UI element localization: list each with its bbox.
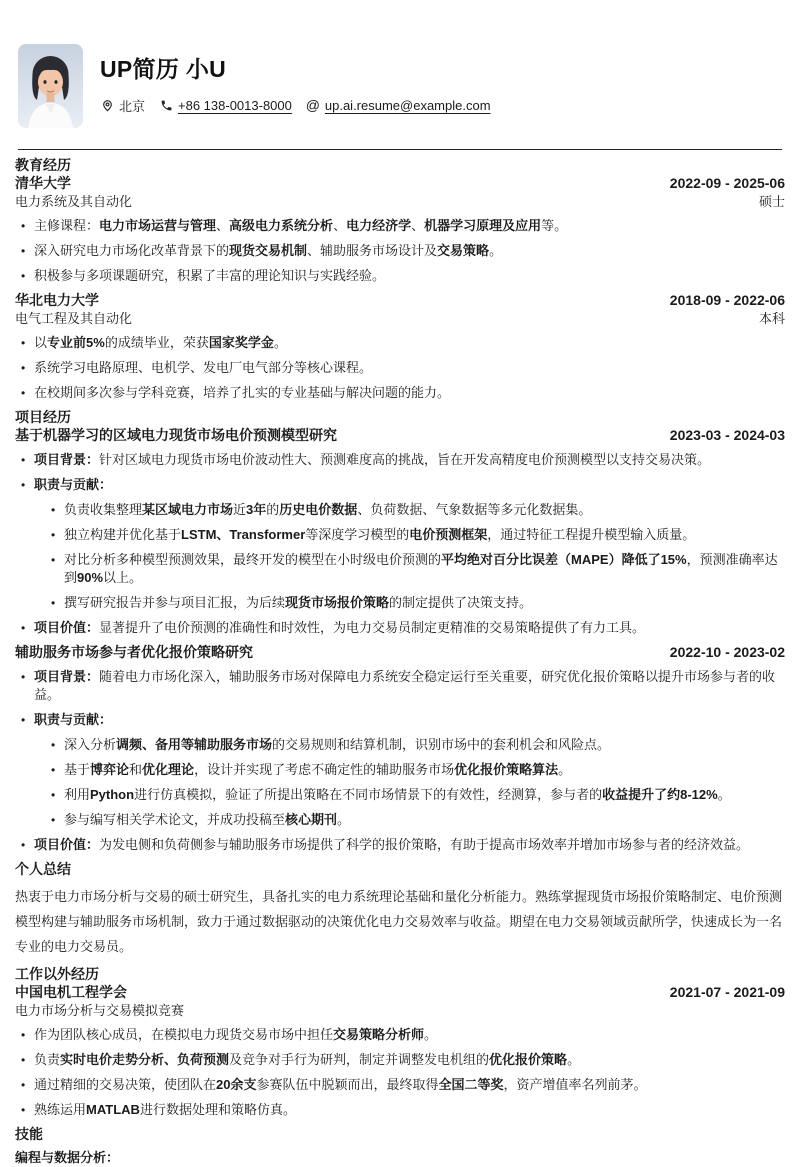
bullet-marker-icon: • <box>21 1028 26 1042</box>
text-segment: 平均绝对百分比误差（MAPE）降低了15% <box>441 552 687 567</box>
text-segment: 的成绩毕业，荣获 <box>104 335 209 350</box>
bullet-text <box>64 551 785 587</box>
bullet-text <box>34 217 785 235</box>
entry <box>15 292 785 402</box>
bullet-marker-icon: • <box>21 269 26 283</box>
text-segment: 撰写研究报告并参与项目汇报，为后续 <box>64 595 286 610</box>
entry-subtitle-row <box>15 193 785 210</box>
bullet-item <box>15 594 785 612</box>
entry-heading: 华北电力大学 <box>15 292 99 308</box>
text-segment: 项目价值： <box>34 620 100 635</box>
bullet-item <box>15 501 785 519</box>
text-segment: 近 <box>233 502 247 517</box>
text-segment: 作为团队核心成员，在模拟电力现货交易市场中担任 <box>34 1027 334 1042</box>
bullet-text <box>34 1101 785 1119</box>
bullet-marker-icon: • <box>21 838 26 852</box>
text-segment: 调频、备用等辅助服务市场 <box>116 737 273 752</box>
entry-heading: 基于机器学习的区域电力现货市场电价预测模型研究 <box>15 427 337 443</box>
email-item <box>306 98 491 113</box>
text-segment: 以上。 <box>103 570 143 585</box>
text-segment: 基于 <box>64 762 91 777</box>
text-segment: 等。 <box>541 218 568 233</box>
text-segment: 职责与贡献： <box>34 477 113 492</box>
bullet-text <box>34 334 785 352</box>
text-segment: 职责与贡献： <box>34 712 113 727</box>
entry-header-row <box>15 644 785 661</box>
text-segment: Python <box>90 787 135 802</box>
text-segment: 、 <box>216 218 230 233</box>
text-segment: 。 <box>337 812 351 827</box>
text-segment: 专业前5% <box>47 335 105 350</box>
text-segment: ，资产增值率名列前茅。 <box>503 1077 647 1092</box>
bullet-item <box>15 761 785 779</box>
text-segment: 电价预测框架 <box>409 527 488 542</box>
bullet-marker-icon: • <box>51 553 56 567</box>
bullet-item <box>15 711 785 729</box>
bullet-text <box>34 451 785 469</box>
bullet-marker-icon: • <box>21 219 26 233</box>
entry-date: 2022-09 - 2025-06 <box>669 175 785 191</box>
text-segment: 交易策略分析师 <box>333 1027 425 1042</box>
entry-header-row <box>15 427 785 444</box>
bullet-marker-icon: • <box>51 788 56 802</box>
section-title: 工作以外经历 <box>15 966 99 982</box>
bullet-item <box>15 1051 785 1069</box>
bullet-marker-icon: • <box>21 713 26 727</box>
text-segment: 在校期间多次参与学科竞赛，培养了扎实的专业基础与解决问题的能力。 <box>34 385 451 400</box>
at-sign-icon: @ <box>305 97 320 114</box>
text-segment: 。 <box>717 787 731 802</box>
text-segment: 90% <box>77 570 104 585</box>
bullet-item <box>15 384 785 402</box>
text-segment: 优化报价策略 <box>489 1052 568 1067</box>
entry-subtitle: 电气工程及其自动化 <box>15 311 133 326</box>
entry <box>15 984 785 1119</box>
entry-degree: 硕士 <box>758 194 785 209</box>
entry <box>15 427 785 637</box>
text-segment: 高级电力系统分析 <box>229 218 334 233</box>
bullet-item <box>15 619 785 637</box>
text-segment: 现货交易机制 <box>229 243 308 258</box>
bullet-text <box>34 1076 785 1094</box>
bullet-list <box>15 451 785 637</box>
bullet-item <box>15 1026 785 1044</box>
bullet-marker-icon: • <box>51 813 56 827</box>
entry-subtitle: 电力系统及其自动化 <box>15 194 133 209</box>
text-segment: 历史电价数据 <box>279 502 358 517</box>
bullet-item <box>15 668 785 704</box>
bullet-item <box>15 836 785 854</box>
text-segment: 深入研究电力市场化改革背景下的 <box>34 243 230 258</box>
entry-header-row <box>15 984 785 1001</box>
phone-link[interactable]: +86 138-0013-8000 <box>178 97 292 113</box>
text-segment: 项目价值： <box>34 837 100 852</box>
bullet-list <box>15 217 785 285</box>
bullet-text <box>34 359 785 377</box>
bullet-item <box>15 736 785 754</box>
section-title: 个人总结 <box>15 861 71 877</box>
section-extracurricular <box>15 966 785 1119</box>
resume-body <box>15 157 785 1167</box>
bullet-marker-icon: • <box>21 621 26 635</box>
location-text: 北京 <box>119 98 146 114</box>
bullet-item <box>15 267 785 285</box>
section-projects <box>15 409 785 854</box>
bullet-marker-icon: • <box>21 1078 26 1092</box>
section-summary <box>15 861 785 959</box>
text-segment: 核心期刊 <box>285 812 338 827</box>
location-pin-icon <box>100 98 114 112</box>
text-segment: 对比分析多种模型预测效果，最终开发的模型在小时级电价预测的 <box>64 552 442 567</box>
bullet-marker-icon: • <box>21 1053 26 1067</box>
text-segment: 等深度学习模型的 <box>305 527 410 542</box>
profile-photo <box>18 44 83 128</box>
section-title: 技能 <box>15 1126 43 1142</box>
bullet-text <box>34 836 785 854</box>
text-segment: 深入分析 <box>64 737 117 752</box>
resume-header <box>15 0 785 128</box>
bullet-item <box>15 1101 785 1119</box>
text-segment: 项目背景： <box>34 452 100 467</box>
text-segment: 利用 <box>64 787 91 802</box>
bullet-marker-icon: • <box>21 1103 26 1117</box>
entry <box>15 644 785 854</box>
bullet-marker-icon: • <box>21 244 26 258</box>
bullet-marker-icon: • <box>21 453 26 467</box>
text-segment: 负责收集整理 <box>64 502 143 517</box>
text-segment: 3年 <box>246 502 267 517</box>
bullet-marker-icon: • <box>51 763 56 777</box>
bullet-text <box>64 736 785 754</box>
text-segment: ，通过特征工程提升模型输入质量。 <box>487 527 696 542</box>
bullet-item <box>15 451 785 469</box>
text-segment: 交易策略 <box>437 243 490 258</box>
text-segment: 电力经济学 <box>346 218 412 233</box>
bullet-text <box>64 501 785 519</box>
entry-degree: 本科 <box>758 311 785 326</box>
text-segment: 系统学习电路原理、电机学、发电厂电气部分等核心课程。 <box>34 360 373 375</box>
entry-subtitle-row <box>15 310 785 327</box>
location-item <box>100 96 145 115</box>
text-segment: 参赛队伍中脱颖而出，最终取得 <box>256 1077 439 1092</box>
text-segment: 熟练运用 <box>34 1102 87 1117</box>
entry-heading: 中国电机工程学会 <box>15 984 127 1000</box>
text-segment: 、 <box>333 218 347 233</box>
contact-row <box>100 96 491 115</box>
bullet-text <box>34 668 785 704</box>
bullet-text <box>34 1026 785 1044</box>
text-segment: 机器学习原理及应用 <box>424 218 542 233</box>
text-segment: 现货市场报价策略 <box>285 595 390 610</box>
text-segment: 主修课程： <box>34 218 100 233</box>
bullet-marker-icon: • <box>21 478 26 492</box>
text-segment: 负责 <box>34 1052 61 1067</box>
bullet-item <box>15 476 785 494</box>
bullet-item <box>15 359 785 377</box>
text-segment: 针对区域电力现货市场电价波动性大、预测难度高的挑战，旨在开发高精度电价预测模型以支持交易决策。 <box>99 452 711 467</box>
section-education <box>15 157 785 402</box>
text-segment: 参与编写相关学术论文，并成功投稿至 <box>64 812 286 827</box>
entry-heading: 辅助服务市场参与者优化报价策略研究 <box>15 644 253 660</box>
entry-date: 2021-07 - 2021-09 <box>669 984 785 1000</box>
text-segment: 独立构建并优化基于 <box>64 527 182 542</box>
bullet-item <box>15 1076 785 1094</box>
text-segment: 优化报价策略算法 <box>454 762 559 777</box>
bullet-text <box>34 711 785 729</box>
bullet-marker-icon: • <box>51 596 56 610</box>
bullet-item <box>15 811 785 829</box>
entry-subtitle: 电力市场分析与交易模拟竞赛 <box>15 1003 185 1018</box>
text-segment: 某区域电力市场 <box>142 502 234 517</box>
bullet-list <box>15 334 785 402</box>
text-segment: 。 <box>567 1052 581 1067</box>
bullet-text <box>64 761 785 779</box>
bullet-text <box>64 594 785 612</box>
text-segment: 以 <box>34 335 48 350</box>
bullet-item <box>15 551 785 587</box>
phone-item <box>159 98 292 113</box>
email-link[interactable]: up.ai.resume@example.com <box>324 97 491 113</box>
header-meta <box>100 57 491 114</box>
entry-header-row <box>15 175 785 192</box>
text-segment: 。 <box>273 335 287 350</box>
text-segment: 电力市场运营与管理 <box>99 218 217 233</box>
bullet-item <box>15 334 785 352</box>
text-segment: 、辅助服务市场设计及 <box>307 243 438 258</box>
bullet-text <box>64 811 785 829</box>
text-segment: 编程与数据分析： <box>15 1150 120 1165</box>
bullet-text <box>34 267 785 285</box>
entry-heading: 清华大学 <box>15 175 71 191</box>
text-segment: 项目背景： <box>34 669 100 684</box>
text-segment: 的交易规则和结算机制，识别市场中的套利机会和风险点。 <box>272 737 611 752</box>
bullet-marker-icon: • <box>21 336 26 350</box>
text-segment: 收益提升了约8-12% <box>602 787 718 802</box>
text-segment: 优化理论 <box>142 762 195 777</box>
bullet-marker-icon: • <box>21 670 26 684</box>
text-segment: 显著提升了电价预测的准确性和时效性，为电力交易员制定更精准的交易策略提供了有力工具。 <box>99 620 646 635</box>
bullet-marker-icon: • <box>21 386 26 400</box>
text-segment: 全国二等奖 <box>438 1077 504 1092</box>
bullet-text <box>64 526 785 544</box>
bullet-text <box>34 384 785 402</box>
bullet-text <box>34 1051 785 1069</box>
text-segment: 及竞争对手行为研判，制定并调整发电机组的 <box>229 1052 490 1067</box>
section-skills <box>15 1126 785 1167</box>
portrait-illustration <box>18 44 83 128</box>
phone-icon <box>159 98 173 112</box>
entry-date: 2018-09 - 2022-06 <box>669 292 785 308</box>
bullet-text <box>34 476 785 494</box>
text-segment: 。 <box>489 243 503 258</box>
text-segment: 随着电力市场化深入，辅助服务市场对保障电力系统安全稳定运行至关重要，研究优化报价策略以提升市场参与者的收益。 <box>34 669 776 702</box>
text-segment: 进行仿真模拟，验证了所提出策略在不同市场情景下的有效性，经测算，参与者的 <box>134 787 603 802</box>
text-segment: 20余支 <box>216 1077 257 1092</box>
bullet-marker-icon: • <box>51 738 56 752</box>
text-segment: 的 <box>266 502 280 517</box>
bullet-text <box>34 619 785 637</box>
text-segment: 通过精细的交易决策，使团队在 <box>34 1077 217 1092</box>
section-title: 教育经历 <box>15 157 71 173</box>
bullet-item <box>15 242 785 260</box>
text-segment: 进行数据处理和策略仿真。 <box>139 1102 296 1117</box>
bullet-text <box>34 242 785 260</box>
entry <box>15 175 785 285</box>
text-segment: ，预测准确率达到 <box>64 552 778 585</box>
text-segment: MATLAB <box>86 1102 140 1117</box>
text-segment: 、 <box>411 218 425 233</box>
bullet-marker-icon: • <box>51 528 56 542</box>
text-segment: 的制定提供了决策支持。 <box>389 595 533 610</box>
entry-header-row <box>15 292 785 309</box>
summary-paragraph: 热衷于电力市场分析与交易的硕士研究生，具备扎实的电力系统理论基础和量化分析能力。熟练掌握现货市场报价策略制定、电价预测模型构建与辅助服务市场机制，致力于通过数据驱动的决策优化电力交易效率与收益。期望在电力交易领域贡献所学，快速成长为一名专业的电力交易员。 <box>15 889 783 954</box>
bullet-item <box>15 217 785 235</box>
text-segment: 积极参与多项课题研究，积累了丰富的理论知识与实践经验。 <box>34 268 386 283</box>
bullet-list <box>15 1026 785 1119</box>
text-segment: 国家奖学金 <box>208 335 274 350</box>
bullet-text <box>64 786 785 804</box>
entry-subtitle-row <box>15 1002 785 1019</box>
candidate-name: UP简历 小U <box>100 56 227 83</box>
text-segment: 博弈论 <box>90 762 130 777</box>
section-title: 项目经历 <box>15 409 71 425</box>
skill-category-label <box>15 1149 785 1167</box>
bullet-marker-icon: • <box>51 503 56 517</box>
bullet-marker-icon: • <box>21 361 26 375</box>
text-segment: ，设计并实现了考虑不确定性的辅助服务市场 <box>194 762 455 777</box>
text-segment: 为发电侧和负荷侧参与辅助服务市场提供了科学的报价策略，有助于提高市场效率并增加市场参与者的经济效益。 <box>99 837 750 852</box>
entry <box>15 1149 785 1167</box>
entry-date: 2022-10 - 2023-02 <box>669 644 785 660</box>
text-segment: 。 <box>558 762 572 777</box>
text-segment: 、负荷数据、气象数据等多元化数据集。 <box>357 502 592 517</box>
entry-date: 2023-03 - 2024-03 <box>669 427 785 443</box>
text-segment: 实时电价走势分析、负荷预测 <box>60 1052 230 1067</box>
text-segment: 。 <box>424 1027 438 1042</box>
bullet-item <box>15 786 785 804</box>
header-divider <box>18 149 782 150</box>
text-segment: 和 <box>129 762 143 777</box>
bullet-list <box>15 668 785 854</box>
text-segment: LSTM、Transformer <box>181 527 306 542</box>
bullet-item <box>15 526 785 544</box>
